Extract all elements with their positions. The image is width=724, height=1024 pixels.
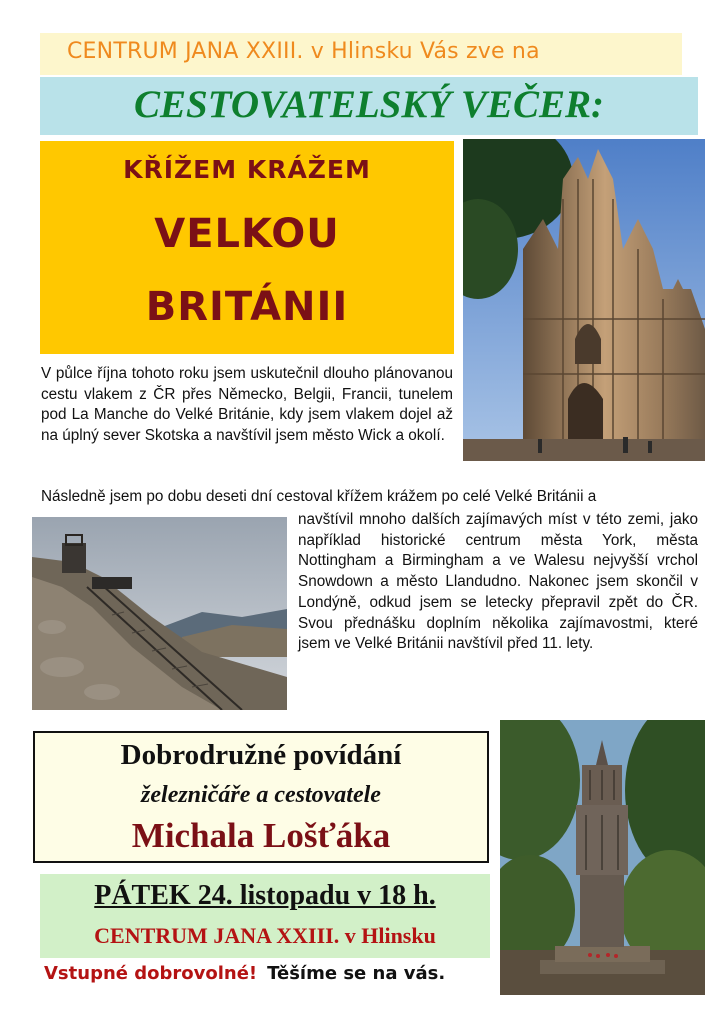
headline-line-3: BRITÁNII	[145, 284, 349, 330]
invite-line: CENTRUM JANA XXIII. v Hlinsku Vás zve na	[67, 39, 540, 64]
memorial-photo	[500, 720, 705, 995]
event-title: CESTOVATELSKÝ VEČER:	[134, 83, 604, 126]
headline-line-1: KŘÍŽEM KRÁŽEM	[123, 155, 371, 184]
speaker-box	[33, 731, 489, 863]
cathedral-photo	[463, 139, 705, 461]
headline-box	[40, 141, 454, 354]
talk-type: Dobrodružné povídání	[120, 739, 402, 771]
title-banner	[40, 77, 698, 135]
top-banner	[40, 33, 682, 75]
entry-fee-note: Vstupné dobrovolné!	[44, 963, 258, 984]
travel-paragraph-rest: navštívil mnoho dalších zajímavých míst v této zemi, jako například historické centrum města York, města Nottingham a Birmingham a ve Walesu nejvyšší vrchol Snowdown a město Llandudno. Nakonec jsem skončil v Londýně, odkud jsem se letecky přepravil zpět do ČR. Svou přednášku doplním několika zajímavostmi, které jsem ve Velké Británii navštívil před 11. lety.	[298, 511, 698, 653]
footer	[44, 963, 445, 984]
intro-paragraph: V půlce října tohoto roku jsem uskutečnil dlouho plánovanou cestu vlakem z ČR přes Německo, Belgii, Francii, tunelem pod La Manche do Velké Británie, kdy jsem vlakem dojel až na úplný sever Skotska a navštívil jsem město Wick a okolí.	[41, 365, 453, 445]
greeting: Těšíme se na vás.	[267, 963, 446, 984]
headline-line-2: VELKOU	[154, 211, 340, 257]
speaker-name: Michala Lošťáka	[131, 816, 391, 855]
event-venue: CENTRUM JANA XXIII. v Hlinsku	[94, 923, 436, 948]
travel-paragraph-lead: Následně jsem po dobu deseti dní cestoval křížem krážem po celé Velké Británii a	[41, 488, 597, 505]
event-details-box	[40, 874, 490, 958]
event-date: PÁTEK 24. listopadu v 18 h.	[94, 880, 436, 911]
speaker-role: železničáře a cestovatele	[141, 782, 381, 808]
mountain-railway-photo	[32, 517, 287, 710]
